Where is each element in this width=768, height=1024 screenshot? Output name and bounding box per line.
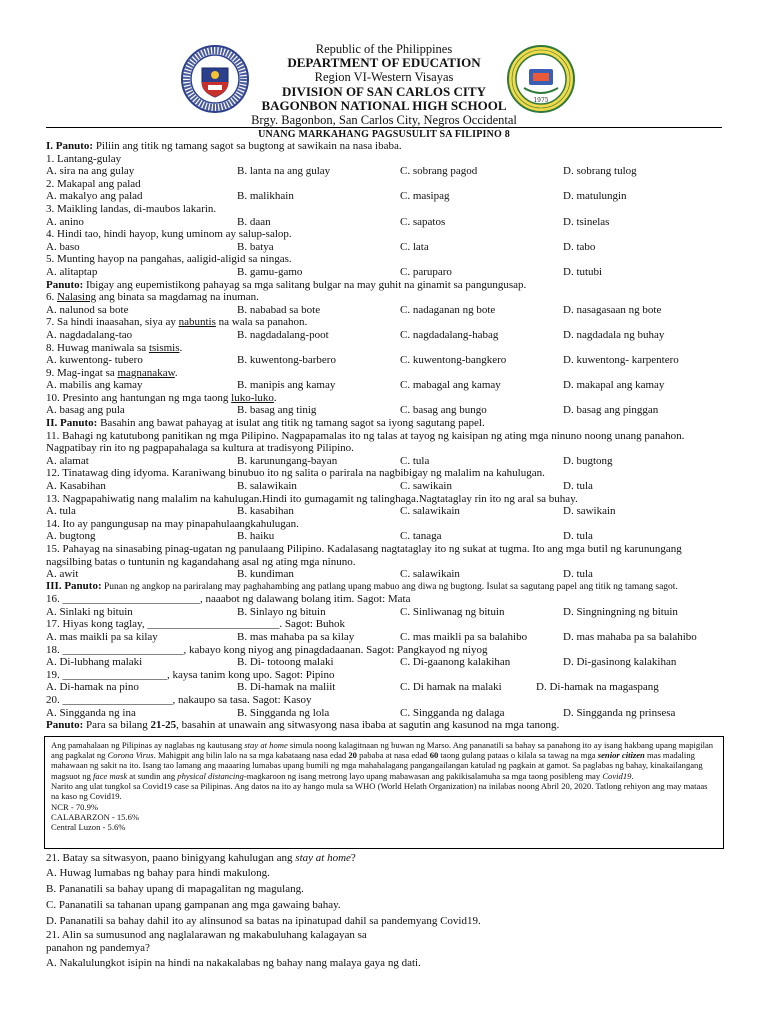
underlined-word: Nalasing [57, 291, 97, 304]
choice-d: D. matulungin [563, 190, 627, 203]
choice-d: D. Singningning ng bituin [563, 605, 678, 618]
choice-row [46, 354, 726, 367]
choice-row [46, 568, 726, 581]
choice-a: A. nalunod sa bote [46, 303, 129, 316]
question-pre: 10. Presinto ang hantungan ng mga taong [46, 391, 232, 404]
choice-a: A. sira na ang gulay [46, 165, 135, 178]
choice-d: D. nasagasaan ng bote [563, 303, 662, 316]
choice-d: D. tsinelas [563, 215, 610, 228]
choice-a: A. Kasabihan [46, 480, 106, 493]
choice-b: B. salawikain [237, 480, 297, 493]
choice-c: C. tanaga [400, 530, 442, 543]
logo-year: 1975 [533, 97, 549, 104]
question-post: ang binata sa magdamag na inuman. [96, 291, 259, 304]
choice-a: A. Di-hamak na pino [46, 681, 139, 694]
question-text [46, 316, 726, 329]
choice-row [46, 165, 726, 178]
choice-c: C. sapatos [400, 215, 446, 228]
choice-b: B. kundiman [237, 568, 294, 581]
question-text: 2. Makapal ang palad [46, 177, 141, 190]
choice-row [46, 266, 726, 279]
choice-b: B. basag ang tinig [237, 404, 317, 417]
choice-a: A. bugtong [46, 530, 96, 543]
school-line: BAGONBON NATIONAL HIGH SCHOOL [261, 97, 507, 113]
choice-c: C. sobrang pagod [400, 165, 478, 178]
division-line: DIVISION OF SAN CARLOS CITY [282, 83, 486, 99]
choice-c: C. nagdadalang-habag [400, 328, 499, 341]
choice-d: D. sobrang tulog [563, 165, 637, 178]
question-22-line2: panahon ng pandemya? [46, 941, 150, 954]
choice-c: C. Di-gaanong kalakihan [400, 656, 511, 669]
question-pre: 9. Mag-ingat sa [46, 366, 118, 379]
choice-row [46, 606, 726, 619]
choice-c: C. salawikain [400, 568, 460, 581]
choice-c: C. paruparo [400, 265, 452, 278]
choice-d: D. Di-gasinong kalakihan [563, 656, 677, 669]
address-line: Brgy. Bagonbon, San Carlos City, Negros Occidental [251, 113, 517, 128]
choice-d: D. makapal ang kamay [563, 379, 665, 392]
choice-b: B. Di- totoong malaki [237, 656, 334, 669]
choice-row [46, 379, 726, 392]
choice-c: C. tula [400, 454, 430, 467]
part4-instruction: Panuto: Para sa bilang 21-25, basahin at unawain ang sitwasyong nasa ibaba at sagutin ang kasunod na mga tanong. [46, 719, 560, 732]
choice-item: D. Pananatili sa bahay dahil ito ay alinsunod sa batas na ipinatupad dahil sa pandemyang Covid19. [46, 915, 481, 928]
question-post: . [179, 341, 183, 354]
question-text: 14. Ito ay pangungusap na may pinapahulaangkahulugan. [46, 517, 299, 530]
choice-c: C. mas maikli pa sa balahibo [400, 631, 528, 644]
choice-a: A. Singganda ng ina [46, 706, 136, 719]
choice-row [46, 631, 726, 644]
exam-content [46, 140, 726, 970]
choice-b: B. karunungang-bayan [237, 454, 338, 467]
question-text [46, 291, 726, 304]
question-text: 3. Maikling landas, di-maubos lakarin. [46, 202, 217, 215]
choice-d: D. tabo [563, 240, 596, 253]
choice-b: B. haiku [237, 530, 275, 543]
part3-instruction: III. Panuto: Punan ng angkop na pariralang may paghahambing ang patlang upang mabuo ang diwa ng bugtong. Isulat sa sagutang papel ang titik ng tamang sagot. [46, 579, 678, 592]
choice-b: B. mas mahaba pa sa kilay [237, 631, 355, 644]
choice-d: D. nagdadala ng buhay [563, 328, 665, 341]
question-text: 18. ______________________, kabayo kong niyog ang pinagdadaanan. Sagot: Pangkayod ng niyog [46, 643, 488, 656]
question-text [46, 342, 726, 355]
choice-row [46, 190, 726, 203]
question-pre: 7. Sa hindi inaasahan, siya ay [46, 316, 179, 329]
department-line: DEPARTMENT OF EDUCATION [287, 55, 481, 71]
question-22-choice-a: A. Nakalulungkot isipin na hindi na nakakalabas ng bahay nang malaya gaya ng dati. [46, 957, 421, 970]
choice-c: C. masipag [400, 190, 450, 203]
choice-b: B. Di-hamak na maliit [237, 681, 336, 694]
question-post: . [174, 366, 178, 379]
letterhead [0, 42, 768, 127]
choice-a: A. kuwentong- tubero [46, 354, 143, 367]
question-pre: 6. [46, 291, 57, 304]
choice-b: B. daan [237, 215, 271, 228]
situation-passage-box [44, 736, 724, 850]
question-text: 1. Lantang-gulay [46, 152, 122, 165]
choice-d: D. basag ang pinggan [563, 404, 659, 417]
choice-b: B. lanta na ang gulay [237, 165, 331, 178]
choice-item: C. Pananatili sa tahanan upang gampanan ang mga gawaing bahay. [46, 899, 341, 912]
part1b-items [46, 291, 726, 417]
question-21: 21. Batay sa sitwasyon, paano binigyang kahulugan ang stay at home? [46, 852, 356, 865]
part1b-instruction: Panuto: Ibigay ang eupemistikong pahayag sa mga salitang bulgar na may guhit na ginamit sa pangungusap. [46, 278, 527, 291]
choice-b: B. nagdadalang-poot [237, 328, 329, 341]
underlined-word: magnanakaw [117, 366, 175, 379]
choice-a: A. basag ang pula [46, 404, 125, 417]
question-text: 20. ____________________, nakaupo sa tasa. Sagot: Kasoy [46, 694, 312, 707]
choice-b: B. gamu-gamo [237, 265, 303, 278]
choice-c: C. nadaganan ng bote [400, 303, 496, 316]
choice-a: A. mas maikli pa sa kilay [46, 631, 158, 644]
choice-b: B. Singganda ng lola [237, 706, 330, 719]
part2-instruction: II. Panuto: Basahin ang bawat pahayag at isulat ang titik ng tamang sagot sa iyong sagutang papel. [46, 417, 485, 430]
choice-row [46, 681, 726, 694]
question-text: 5. Munting hayop na pangahas, aaligid-aligid sa ningas. [46, 253, 292, 266]
choice-a: A. Di-lubhang malaki [46, 656, 143, 669]
choice-a: A. alitaptap [46, 265, 98, 278]
choice-a: A. baso [46, 240, 80, 253]
question-text: 15. Pahayag na sinasabing pinag-ugatan ng panulaang Pilipino. Kadalasang nagtataglay ito ng sukat at tugma. Ito ang mga butil ng karunungang nagsilbing batas o tuntunin ng kagandahang asal ng ating mga ninuno. [46, 543, 682, 568]
choice-row [46, 304, 726, 317]
question-post: . [273, 391, 277, 404]
question-text: 17. Hiyas kong taglay, ________________________. Sagot: Buhok [46, 618, 346, 631]
choice-c: C. Di hamak na malaki [400, 681, 502, 694]
choice-item: B. Pananatili sa bahay upang di mapagalitan ng magulang. [46, 883, 304, 896]
choice-row [46, 404, 726, 417]
choice-a: A. alamat [46, 454, 89, 467]
exam-title: UNANG MARKAHANG PAGSUSULIT SA FILIPINO 8 [258, 129, 510, 140]
choice-a: A. awit [46, 568, 79, 581]
choice-row [46, 480, 726, 493]
choice-c: C. mabagal ang kamay [400, 379, 501, 392]
choice-c: C. sawikain [400, 480, 452, 493]
choice-d: D. kuwentong- karpentero [563, 354, 679, 367]
choice-b: B. malikhain [237, 190, 294, 203]
choice-row [46, 329, 726, 342]
choice-row [46, 530, 726, 543]
choice-b: B. Sinlayo ng bituin [237, 605, 326, 618]
question-text: 11. Bahagi ng katutubong panitikan ng mga Pilipino. Nagpapamalas ito ng talas at tayog ng kaisipan ng ating mga ninuno noong unang panahon. Nagpatibay rin ito ng pagpapahalaga sa kultura at tradisyong Pilipino. [46, 429, 685, 455]
question-pre: 8. Huwag maniwala sa [46, 341, 149, 354]
choice-d: D. tula [563, 530, 593, 543]
underlined-word: tsismis [148, 341, 180, 354]
question-22-line1: 21. Alin sa sumusunod ang naglalarawan ng makabuluhang kalagayan sa [46, 929, 367, 942]
question-text [46, 367, 726, 380]
choice-d: D. tutubi [563, 265, 603, 278]
question-text: 16. _________________________, naaabot ng dalawang bolang itim. Sagot: Mata [46, 593, 411, 606]
passage-report: Narito ang ulat tungkol sa Covid19 case sa Pilipinas. Ang datos na ito ay hango mula sa WHO (World Helath Organization) na inilabas noong Abril 20, 2020. Tatlong rehiyon ang may mataas na kaso ng Covid19. [51, 781, 708, 802]
choice-b: B. batya [237, 240, 274, 253]
part3-items [46, 593, 726, 719]
question-post: na wala sa panahon. [215, 316, 308, 329]
choice-d: D. tula [563, 480, 593, 493]
question-text: 19. ___________________, kaysa tanim kong upo. Sagot: Pipino [46, 668, 335, 681]
choice-b: B. manipis ang kamay [237, 379, 336, 392]
part2-items [46, 430, 726, 581]
choice-row [46, 707, 726, 720]
choice-a: A. nagdadalang-tao [46, 328, 133, 341]
choice-row [46, 241, 726, 254]
choice-d: D. Singganda ng prinsesa [563, 706, 676, 719]
choice-d: D. bugtong [563, 454, 613, 467]
choice-a: A. anino [46, 215, 84, 228]
choice-c: C. salawikain [400, 505, 460, 518]
header-divider [46, 127, 722, 128]
underlined-word: nabuntis [178, 316, 216, 329]
stat-ncr: NCR - 70.9% [51, 801, 99, 812]
republic-line: Republic of the Philippines [315, 42, 453, 56]
choice-a: A. Sinlaki ng bituin [46, 605, 133, 618]
choice-row [46, 505, 726, 518]
question-text: 12. Tinatawag ding idyoma. Karaniwang binubuo ito ng salita o parirala na nagbibigay ng malalim na kahulugan. [46, 467, 545, 480]
choice-row [46, 656, 726, 669]
choice-row [46, 455, 726, 468]
choice-b: B. kasabihan [237, 505, 294, 518]
passage-paragraph: Ang pamahalaan ng Pilipinas ay naglabas ng kautusang stay at home simula noong kalagitnaan ng buwan ng Marso. Ang pananatili sa bahay sa panahong ito ay isang hakbang upang mapigilan ang pagkalat ng Corona Virus. Mahigpit ang bilin lalo na sa mga kabataang nasa edad 20 pababa at nasa edad 60 taong gulang pataas o kilala sa tawag na mga senior citizen mas madaling mahawaan ng sakit na ito. Isang tao lamang ang maaaring lumabas upang bumili ng mga mahahalagang pangangailangan katulad ng pagkain at gamot. Sa paglabas ng bahay, kinakailangang magsuot ng face mask at sundin ang physical distancing-magkaroon ng isang metrong layo upang mabawasan ang pakikisalamuha sa mga taong posibleng may Covid19. [51, 739, 714, 781]
stat-calabarzon: CALABARZON - 15.6% [51, 811, 140, 822]
choice-row [46, 216, 726, 229]
choice-d: D. tula [563, 568, 593, 581]
choice-a: A. makalyo ang palad [46, 190, 143, 203]
question-21-choices [46, 865, 726, 929]
choice-d: D. sawikain [563, 505, 616, 518]
choice-d: D. Di-hamak na magaspang [536, 681, 659, 694]
question-text: 13. Nagpapahiwatig nang malalim na kahulugan.Hindi ito gumagamit ng talinghaga.Nagtataglay rin ito ng aral sa buhay. [46, 492, 578, 505]
choice-d: D. mas mahaba pa sa balahibo [563, 631, 697, 644]
choice-b: B. kuwentong-barbero [237, 354, 336, 367]
underlined-word: luko-luko [231, 391, 274, 404]
part1-items [46, 153, 726, 279]
choice-item: A. Huwag lumabas ng bahay para hindi makulong. [46, 867, 270, 880]
question-text: 4. Hindi tao, hindi hayop, kung uminom ay salup-salop. [46, 228, 292, 241]
choice-b: B. nababad sa bote [237, 303, 321, 316]
choice-c: C. Sinliwanag ng bituin [400, 605, 505, 618]
choice-c: C. Singganda ng dalaga [400, 706, 505, 719]
choice-a: A. tula [46, 505, 76, 518]
question-text [46, 392, 726, 405]
choice-c: C. lata [400, 240, 429, 253]
choice-c: C. kuwentong-bangkero [400, 354, 507, 367]
choice-a: A. mabilis ang kamay [46, 379, 143, 392]
stat-central-luzon: Central Luzon - 5.6% [51, 822, 126, 833]
region-line: Region VI-Western Visayas [314, 70, 454, 85]
choice-c: C. basag ang bungo [400, 404, 487, 417]
part1-instruction: I. Panuto: Piliin ang titik ng tamang sagot sa bugtong at sawikain na nasa ibaba. [46, 140, 402, 152]
